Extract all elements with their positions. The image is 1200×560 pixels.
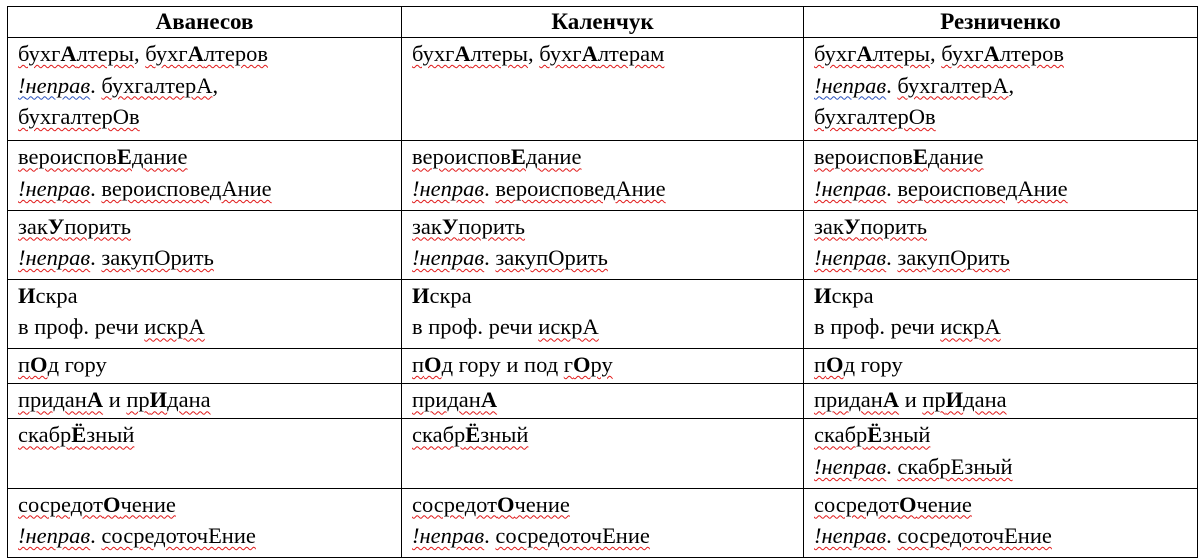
cell-line [814, 311, 1191, 343]
cell-reznichenko [804, 38, 1198, 141]
text-segment: сосредотОчение [18, 491, 176, 517]
text-segment: скабрЁзный [814, 422, 931, 448]
text-segment: бухг [539, 41, 582, 66]
cell-line [814, 489, 1191, 521]
text-segment: , [1008, 72, 1015, 98]
cell-avanesov [8, 141, 402, 210]
cell-line [814, 349, 1191, 381]
text-segment: гОру [563, 352, 613, 378]
text-segment: в проф. речи [412, 314, 539, 340]
text-segment: А [454, 41, 471, 66]
text-segment: скра [831, 282, 874, 308]
cell-line [814, 141, 1191, 173]
cell-line [412, 38, 797, 70]
cell-reznichenko [804, 419, 1198, 488]
cell-kalenchuk [402, 488, 804, 557]
text-segment: . [886, 175, 898, 201]
text-segment: закУпорить [814, 213, 928, 239]
table-row [8, 349, 1198, 384]
text-segment: сосредотОчение [412, 491, 570, 517]
text-segment: ! [814, 72, 822, 98]
cell-line [814, 242, 1191, 274]
cell-avanesov [8, 38, 402, 141]
cell-kalenchuk [402, 384, 804, 419]
text-segment: , [134, 41, 146, 66]
text-segment: !неправ [412, 245, 485, 271]
text-segment: сосредотОчение [814, 491, 972, 517]
text-segment: бухг [18, 41, 61, 66]
cell-line [412, 419, 797, 451]
text-segment: гору и под [453, 352, 564, 378]
stressed-letter: Ё [867, 422, 883, 448]
stressed-letter: И [945, 387, 964, 413]
table-row [8, 419, 1198, 488]
text-segment: лтеры [872, 41, 930, 66]
text-segment: . [886, 72, 898, 98]
cell-avanesov [8, 419, 402, 488]
text-segment: прИдана [126, 387, 211, 413]
stressed-letter: И [149, 387, 168, 413]
cell-avanesov [8, 488, 402, 557]
text-segment: неправ [25, 72, 91, 98]
cell-reznichenko [804, 384, 1198, 419]
text-segment: ! [18, 72, 26, 98]
stressed-letter: О [424, 352, 442, 378]
text-segment: приданА [814, 387, 900, 413]
text-segment: бухг [145, 41, 188, 66]
text-segment: А [187, 41, 204, 66]
cell-kalenchuk [402, 349, 804, 384]
text-segment: !неправ [412, 175, 485, 201]
cell-line [814, 70, 1191, 102]
stressed-letter: О [30, 352, 48, 378]
header-row [8, 7, 1198, 38]
text-segment: !неправ [18, 245, 91, 271]
text-segment: искрА [538, 314, 599, 340]
text-segment: лтерам [597, 41, 665, 66]
text-segment: !неправ [814, 175, 887, 201]
text-segment: лтеры [470, 41, 528, 66]
text-segment: лтеры [76, 41, 134, 66]
text-segment: !неправ [412, 523, 485, 549]
cell-avanesov [8, 210, 402, 279]
cell-line [18, 211, 395, 243]
cell-line [18, 419, 395, 451]
text-segment: неправ [821, 72, 887, 98]
stress-comparison-table [7, 6, 1198, 558]
text-segment: закупОрить [495, 245, 608, 271]
text-segment: . [90, 175, 102, 201]
cell-line [412, 173, 797, 205]
cell-line [814, 211, 1191, 243]
column-header-avanesov: Аванесов [8, 7, 402, 38]
cell-line [18, 141, 395, 173]
cell-reznichenko [804, 141, 1198, 210]
cell-reznichenko [804, 349, 1198, 384]
text-segment: . [886, 453, 898, 479]
stressed-letter: Е [116, 144, 132, 170]
cell-reznichenko [804, 488, 1198, 557]
cell-line [412, 280, 797, 312]
text-segment: в проф. речи [18, 314, 145, 340]
text-segment: бухг [814, 41, 857, 66]
stressed-letter: А [480, 387, 498, 413]
text-segment: лтеров [999, 41, 1064, 66]
cell-line [814, 419, 1191, 451]
cell-line [814, 173, 1191, 205]
text-segment: А [856, 41, 873, 66]
cell-line [412, 311, 797, 343]
text-segment: искрА [940, 314, 1001, 340]
stressed-letter: А [86, 387, 104, 413]
stressed-letter: У [47, 213, 65, 239]
cell-line [412, 242, 797, 274]
stressed-letter: О [826, 352, 844, 378]
text-segment: !неправ [814, 453, 887, 479]
cell-line [814, 280, 1191, 312]
cell-line [814, 384, 1191, 416]
text-segment: скра [35, 282, 78, 308]
text-segment: вероисповедАние [101, 175, 272, 201]
text-segment: бухгалтерА [101, 72, 213, 98]
stressed-letter: Е [510, 144, 526, 170]
table-row [8, 384, 1198, 419]
text-segment: и [103, 387, 127, 413]
text-segment: прИдана [922, 387, 1007, 413]
text-segment: . [484, 523, 496, 549]
cell-avanesov [8, 384, 402, 419]
cell-line [18, 242, 395, 274]
stressed-letter: Ё [465, 422, 481, 448]
cell-line [814, 520, 1191, 552]
cell-kalenchuk [402, 141, 804, 210]
cell-kalenchuk [402, 38, 804, 141]
text-segment: А [60, 41, 77, 66]
text-segment: лтеров [203, 41, 268, 66]
cell-line [18, 70, 395, 102]
text-segment: и [899, 387, 923, 413]
stressed-letter: О [102, 491, 121, 517]
text-segment: , [528, 41, 540, 66]
cell-avanesov [8, 279, 402, 348]
cell-line [412, 141, 797, 173]
text-segment: вероисповЕдание [814, 144, 984, 170]
text-segment: скра [429, 282, 472, 308]
text-segment: бухгалтерОв [814, 104, 936, 129]
cell-line [814, 38, 1191, 70]
stressed-letter: О [573, 352, 591, 378]
cell-line [18, 38, 395, 70]
stressed-letter: О [496, 491, 515, 517]
text-segment: . [886, 245, 898, 271]
text-segment: приданА [18, 387, 104, 413]
text-segment: . [484, 175, 496, 201]
cell-line [412, 349, 797, 381]
text-segment: !неправ [18, 175, 91, 201]
stressed-letter: У [843, 213, 861, 239]
column-header-reznichenko: Резниченко [804, 7, 1198, 38]
text-segment: . [90, 523, 102, 549]
text-segment: И [412, 282, 430, 308]
text-segment: . [886, 523, 898, 549]
stressed-letter: О [898, 491, 917, 517]
cell-reznichenko [804, 210, 1198, 279]
text-segment: А [581, 41, 598, 66]
cell-line [18, 520, 395, 552]
table-row [8, 488, 1198, 557]
text-segment: гору [855, 352, 903, 378]
text-segment: И [18, 282, 36, 308]
text-segment: пОд [814, 352, 856, 378]
cell-line [412, 489, 797, 521]
cell-line [18, 349, 395, 381]
text-segment: бухг [412, 41, 455, 66]
cell-kalenchuk [402, 279, 804, 348]
text-segment: , [212, 72, 219, 98]
text-segment: бухг [941, 41, 984, 66]
text-segment: И [814, 282, 832, 308]
text-segment: сосредоточЕние [101, 523, 256, 549]
stressed-letter: А [882, 387, 900, 413]
text-segment: скабрЕзный [897, 453, 1013, 479]
text-segment: вероисповЕдание [412, 144, 582, 170]
text-segment: , [930, 41, 942, 66]
cell-line [18, 489, 395, 521]
text-segment: гору [59, 352, 107, 378]
text-segment: искрА [144, 314, 205, 340]
cell-reznichenko [804, 279, 1198, 348]
text-segment: бухгалтерА [897, 72, 1009, 98]
cell-avanesov [8, 349, 402, 384]
table-row [8, 38, 1198, 141]
cell-line [814, 101, 1191, 133]
cell-line [412, 520, 797, 552]
text-segment: пОд [18, 352, 60, 378]
text-segment: закУпорить [18, 213, 132, 239]
table-row [8, 141, 1198, 210]
table-body [8, 38, 1198, 558]
text-segment: в проф. речи [814, 314, 941, 340]
text-segment: !неправ [18, 523, 91, 549]
stressed-letter: Ё [71, 422, 87, 448]
text-segment: вероисповедАние [897, 175, 1068, 201]
text-segment: закупОрить [101, 245, 214, 271]
stressed-letter: У [441, 213, 459, 239]
text-segment: пОд [412, 352, 454, 378]
cell-line [814, 451, 1191, 483]
cell-kalenchuk [402, 210, 804, 279]
cell-line [18, 101, 395, 133]
text-segment: !неправ [814, 523, 887, 549]
cell-line [412, 384, 797, 416]
column-header-kalenchuk: Каленчук [402, 7, 804, 38]
text-segment: . [90, 245, 102, 271]
text-segment: вероисповЕдание [18, 144, 188, 170]
text-segment: приданА [412, 387, 498, 413]
text-segment: бухгалтерОв [18, 104, 140, 129]
text-segment: вероисповедАние [495, 175, 666, 201]
cell-line [412, 211, 797, 243]
table-row [8, 279, 1198, 348]
table-header [8, 7, 1198, 38]
cell-line [18, 173, 395, 205]
text-segment: . [484, 245, 496, 271]
table-row [8, 210, 1198, 279]
text-segment: . [90, 72, 102, 98]
text-segment: закупОрить [897, 245, 1010, 271]
cell-line [18, 280, 395, 312]
cell-line [18, 311, 395, 343]
text-segment: закУпорить [412, 213, 526, 239]
cell-line [18, 384, 395, 416]
text-segment: А [983, 41, 1000, 66]
text-segment: сосредоточЕние [897, 523, 1052, 549]
text-segment: сосредоточЕние [495, 523, 650, 549]
text-segment: !неправ [814, 245, 887, 271]
text-segment: скабрЁзный [18, 422, 135, 448]
stressed-letter: Е [912, 144, 928, 170]
text-segment: скабрЁзный [412, 422, 529, 448]
cell-kalenchuk [402, 419, 804, 488]
